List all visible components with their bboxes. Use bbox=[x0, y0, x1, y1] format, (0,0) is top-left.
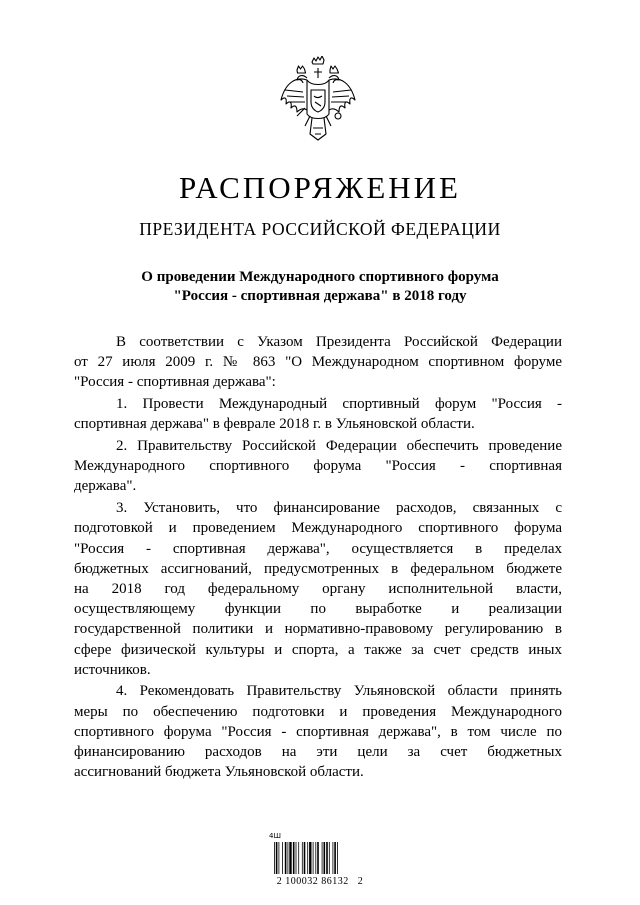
barcode-number: 2 100032 86132 2 bbox=[276, 876, 364, 887]
text-line: ассигнований бюджета Ульяновской области. bbox=[74, 764, 364, 781]
text-line: источников. bbox=[74, 661, 151, 678]
text-line: 4. Рекомендовать Правительству Ульяновской области принять bbox=[116, 683, 562, 700]
document-body bbox=[74, 332, 562, 784]
paragraph-item-1 bbox=[74, 394, 562, 434]
text-line: 1. Провести Международный спортивный форум "Россия - bbox=[116, 396, 562, 413]
text-line: Международного спортивного форума "Россия - спортивная bbox=[74, 458, 562, 475]
coat-of-arms-emblem-icon bbox=[277, 56, 359, 146]
text-line: "Россия - спортивная держава", осуществляется в пределах bbox=[74, 540, 562, 557]
paragraph-item-3 bbox=[74, 498, 562, 680]
text-line: сфере физической культуры и спорта, а также за счет средств иных bbox=[74, 641, 562, 658]
document-subtitle: ПРЕЗИДЕНТА РОССИЙСКОЙ ФЕДЕРАЦИИ bbox=[139, 219, 501, 239]
text-line: держава". bbox=[74, 478, 137, 495]
text-line: бюджетных ассигнований, предусмотренных в федеральном бюджете bbox=[74, 560, 562, 577]
barcode-icon bbox=[273, 842, 363, 874]
paragraph-item-2 bbox=[74, 436, 562, 497]
paragraph-preamble bbox=[74, 332, 562, 393]
heading-line-2: "Россия - спортивная держава" в 2018 году bbox=[173, 288, 467, 304]
text-line: 2. Правительству Российской Федерации обеспечить проведение bbox=[116, 438, 562, 455]
text-line: от 27 июля 2009 г. № 863 "О Международном спортивном форуме bbox=[74, 354, 562, 371]
paragraph-item-4 bbox=[74, 681, 562, 782]
heading-line-1: О проведении Международного спортивного форума bbox=[141, 269, 499, 285]
text-line: 3. Установить, что финансирование расходов, связанных с bbox=[116, 500, 562, 517]
text-line: финансированию расходов на эти цели за счет бюджетных bbox=[74, 744, 562, 761]
document-title: РАСПОРЯЖЕНИЕ bbox=[179, 170, 461, 205]
document-heading bbox=[0, 268, 640, 306]
text-line: меры по обеспечению подготовки и проведения Международного bbox=[74, 703, 562, 720]
text-line: подготовкой и проведением Международного спортивного форума bbox=[74, 520, 562, 537]
text-line: осуществляющему функции по выработке и реализации bbox=[74, 601, 562, 618]
text-line: В соответствии с Указом Президента Российской Федерации bbox=[116, 334, 562, 350]
text-line: "Россия - спортивная держава": bbox=[74, 374, 276, 391]
text-line: на 2018 год федеральному органу исполнительной власти, bbox=[74, 580, 562, 597]
text-line: спортивного форума "Россия - спортивная держава", в том числе по bbox=[74, 723, 562, 740]
barcode-mark: 4Ш bbox=[269, 832, 281, 840]
barcode-block bbox=[255, 832, 385, 892]
text-line: государственной политики и нормативно-правовому регулированию в bbox=[74, 621, 562, 638]
text-line: спортивная держава" в феврале 2018 г. в Ульяновской области. bbox=[74, 416, 475, 433]
